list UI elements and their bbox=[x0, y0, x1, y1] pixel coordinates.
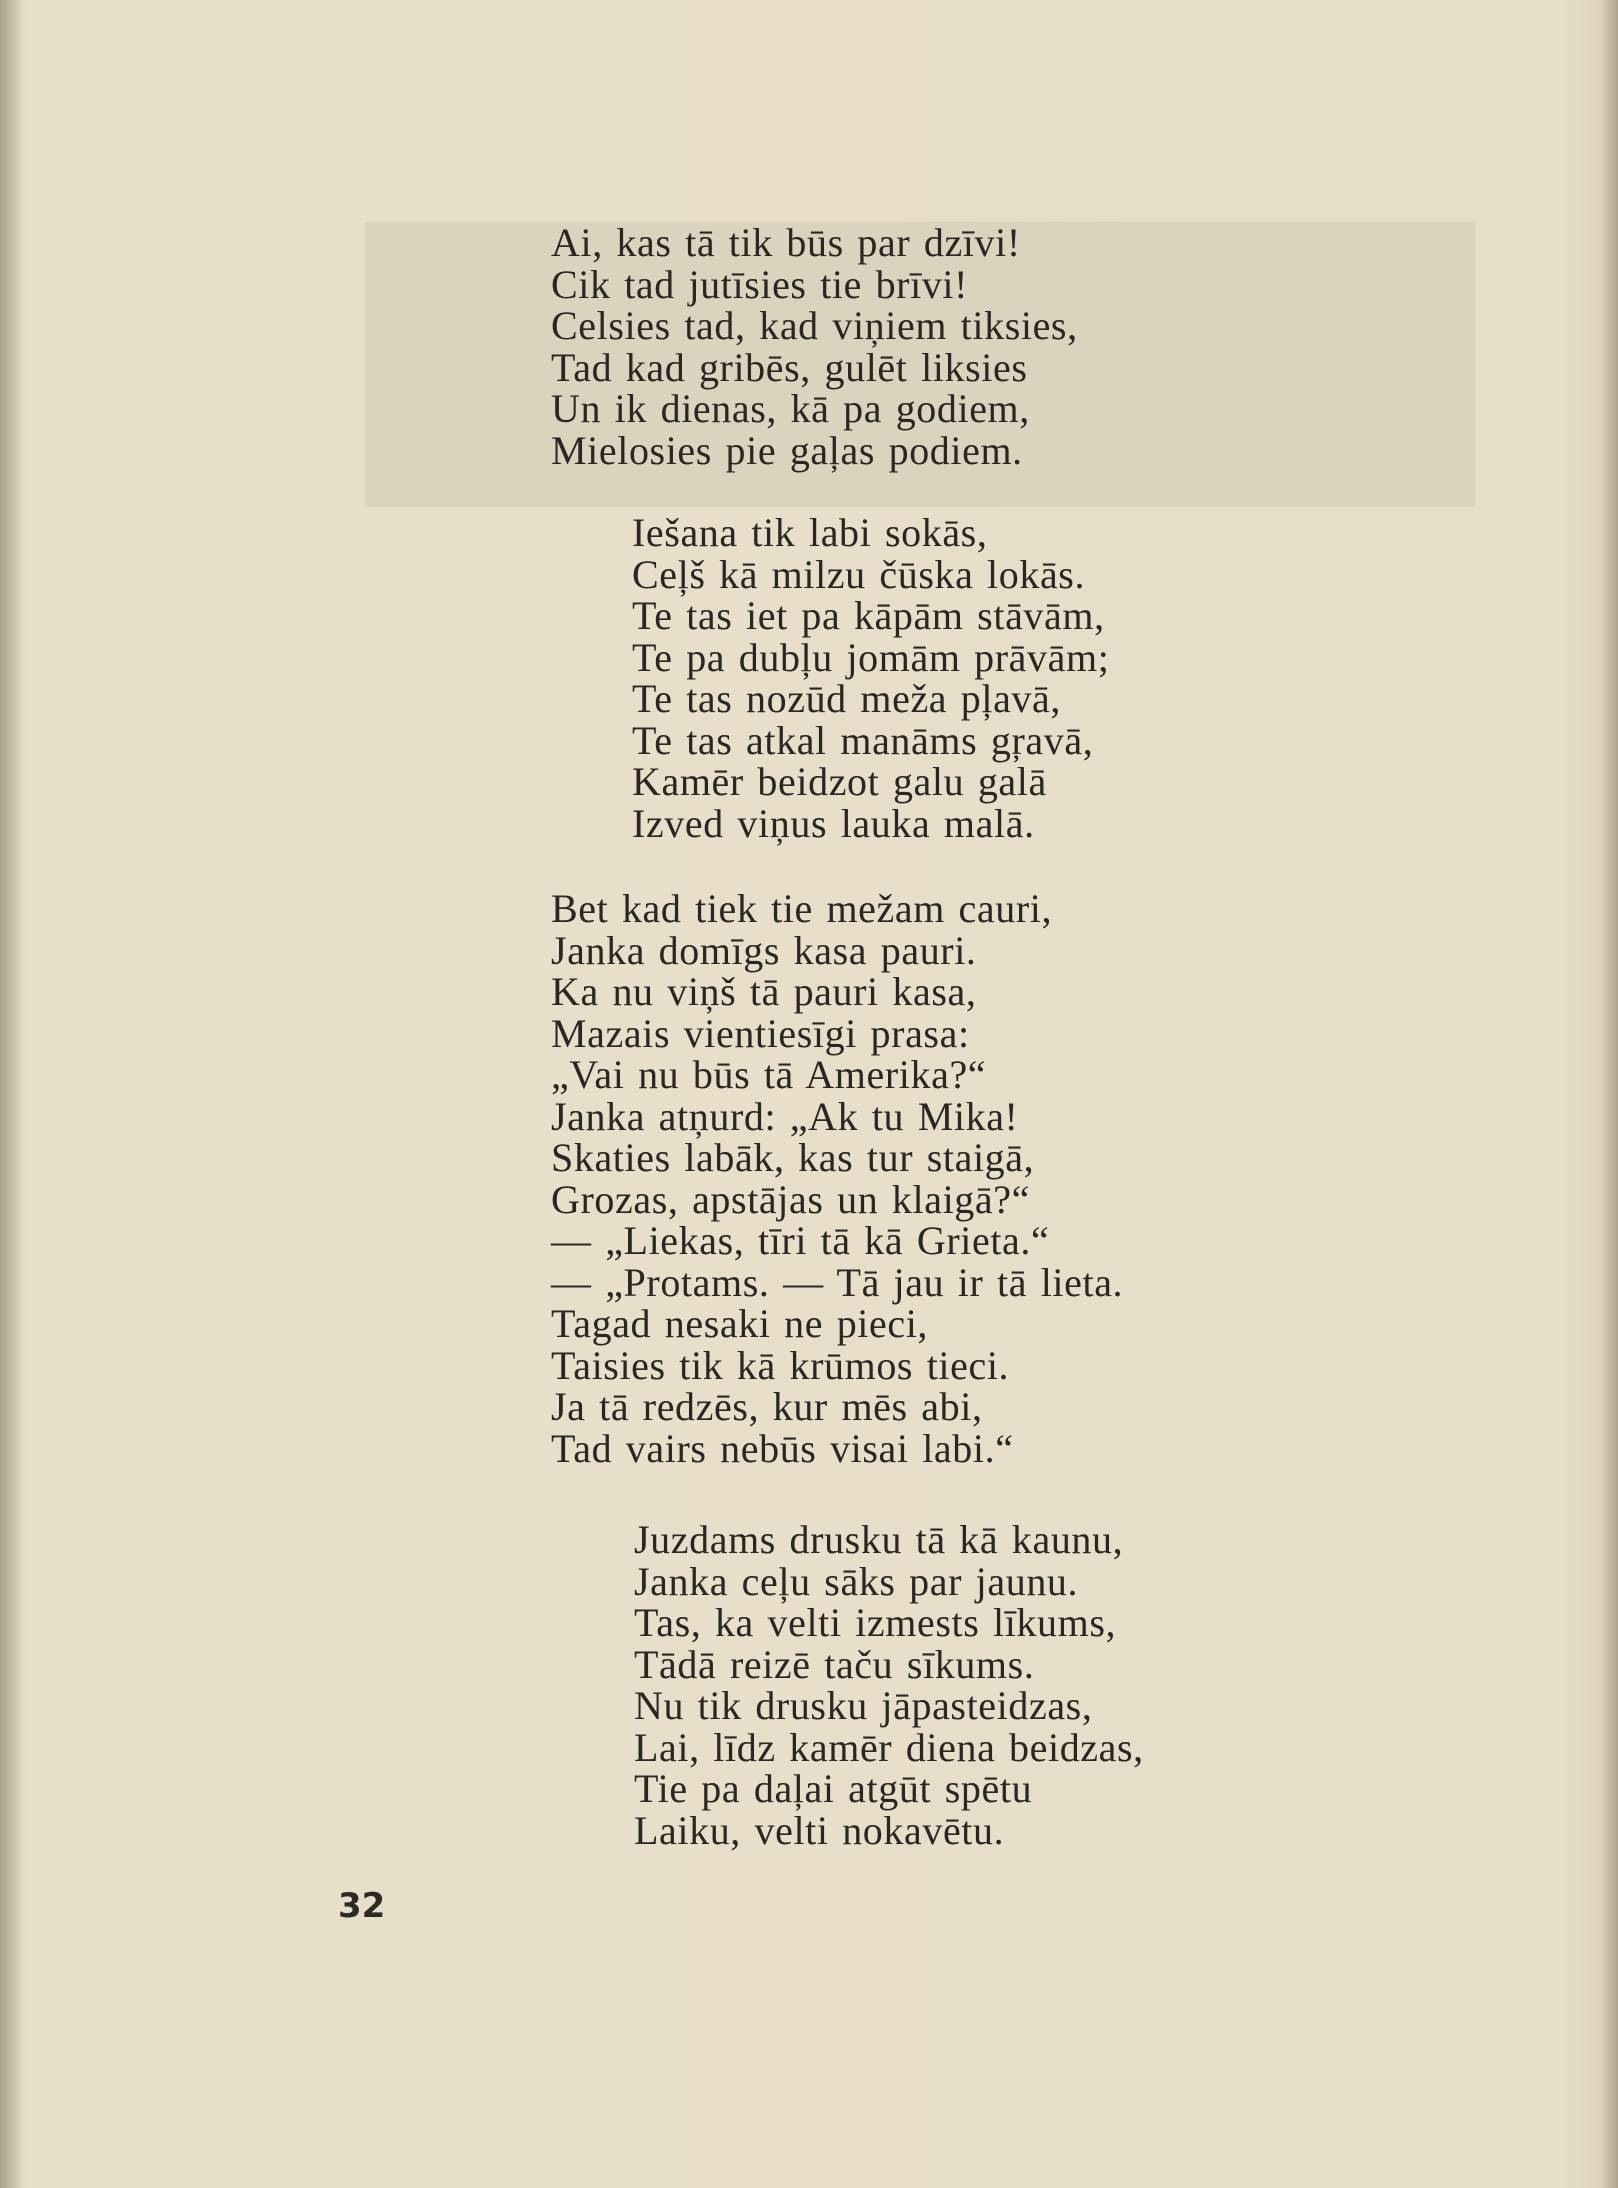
verse-line: Tad vairs nebūs visai labi.“ bbox=[551, 1425, 1014, 1471]
verse-line: Tie pa daļai atgūt spētu bbox=[634, 1766, 1033, 1811]
page-edge bbox=[1600, 0, 1618, 2188]
stanza-3 bbox=[551, 888, 1123, 1469]
verse-line: Janka domīgs kasa pauri. bbox=[551, 927, 977, 973]
verse-line: Tad kad gribēs, gulēt liksies bbox=[551, 344, 1028, 390]
stanza-1 bbox=[551, 222, 1078, 471]
verse-line: Te tas atkal manāms gŗavā, bbox=[632, 717, 1094, 763]
verse-line: Izved viņus lauka malā. bbox=[632, 800, 1035, 846]
verse-line: Tādā reizē taču sīkums. bbox=[634, 1641, 1035, 1687]
verse-line: — „Liekas, tīri tā kā Grieta.“ bbox=[551, 1218, 1050, 1263]
verse-line: Te tas iet pa kāpām stāvām, bbox=[632, 593, 1105, 638]
stanza-2 bbox=[632, 512, 1109, 844]
page-number: 32 bbox=[338, 1886, 386, 1926]
verse-line: Celsies tad, kad viņiem tiksies, bbox=[551, 303, 1078, 348]
verse-line: Un ik dienas, kā pa godiem, bbox=[551, 386, 1030, 431]
spine-shadow bbox=[0, 0, 24, 2188]
verse-line: Ja tā redzēs, kur mēs abi, bbox=[551, 1384, 983, 1429]
verse-line: — „Protams. — Tā jau ir tā lieta. bbox=[551, 1259, 1124, 1305]
verse-line: Ceļš kā milzu čūska lokās. bbox=[632, 551, 1086, 597]
verse-line: „Vai nu būs tā Amerika?“ bbox=[551, 1052, 987, 1097]
verse-line: Taisies tik kā krūmos tieci. bbox=[551, 1342, 1010, 1388]
verse-line: Bet kad tiek tie mežam cauri, bbox=[551, 886, 1053, 931]
verse-line: Mielosies pie gaļas podiem. bbox=[551, 427, 1023, 473]
verse-line: Kamēr beidzot galu galā bbox=[632, 759, 1047, 804]
verse-line: Juzdams drusku tā kā kaunu, bbox=[634, 1517, 1124, 1562]
verse-line: Laiku, velti nokavētu. bbox=[634, 1807, 1005, 1853]
verse-line: Iešana tik labi sokās, bbox=[632, 510, 988, 555]
verse-line: Skaties labāk, kas tur staigā, bbox=[551, 1135, 1035, 1180]
verse-line: Lai, līdz kamēr diena beidzas, bbox=[634, 1724, 1144, 1770]
stanza-4 bbox=[634, 1519, 1144, 1851]
verse-line: Te tas nozūd meža pļavā, bbox=[632, 676, 1061, 721]
verse-line: Tagad nesaki ne pieci, bbox=[551, 1301, 929, 1346]
verse-line: Tas, ka velti izmests līkums, bbox=[634, 1600, 1117, 1645]
verse-line: Mazais vientiesīgi prasa: bbox=[551, 1010, 970, 1056]
verse-line: Janka atņurd: „Ak tu Mika! bbox=[551, 1093, 1019, 1139]
verse-line: Grozas, apstājas un klaigā?“ bbox=[551, 1176, 1030, 1222]
verse-line: Cik tad jutīsies tie brīvi! bbox=[551, 261, 969, 307]
verse-line: Ai, kas tā tik būs par dzīvi! bbox=[551, 220, 1021, 265]
verse-line: Te pa dubļu jomām prāvām; bbox=[632, 634, 1110, 680]
verse-line: Janka ceļu sāks par jaunu. bbox=[634, 1558, 1079, 1604]
verse-line: Ka nu viņš tā pauri kasa, bbox=[551, 969, 977, 1014]
verse-line: Nu tik drusku jāpasteidzas, bbox=[634, 1683, 1093, 1728]
